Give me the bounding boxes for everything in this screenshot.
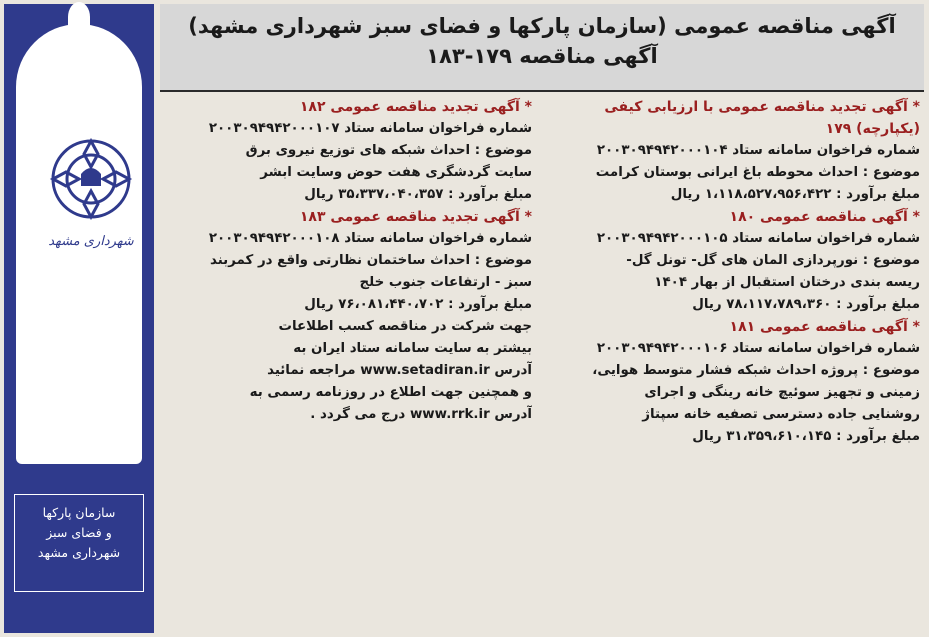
tender-181-estimate: مبلغ برآورد : ۳۱،۳۵۹،۶۱۰،۱۴۵ ریال	[692, 429, 920, 444]
tender-181-subject-cont2: روشنایی جاده دسترسی تصفیه خانه سپتاژ	[642, 407, 920, 422]
arch-frame	[16, 24, 142, 464]
tender-179-heading: * آگهی تجدید مناقصه عمومی با ارزیابی کیفی	[604, 99, 920, 115]
tender-181-heading: * آگهی مناقصه عمومی ۱۸۱	[729, 319, 920, 335]
notice-header	[160, 4, 924, 92]
plaque-line: و فضای سبز	[46, 525, 112, 540]
tender-179-estimate: مبلغ برآورد : ۱،۱۱۸،۵۲۷،۹۵۶،۴۲۲ ریال	[670, 187, 920, 202]
tender-179-call-number: شماره فراخوان سامانه ستاد ۲۰۰۳۰۹۴۹۴۲۰۰۰۱۰۴	[596, 143, 920, 158]
tender-182-subject-cont: سایت گردشگری هفت حوض وسایت ابشر	[260, 165, 532, 180]
tender-183-estimate: مبلغ برآورد : ۷۶،۰۸۱،۴۴۰،۷۰۲ ریال	[304, 297, 532, 312]
tender-182-heading: * آگهی تجدید مناقصه عمومی ۱۸۲	[299, 99, 532, 115]
tender-182-call-number: شماره فراخوان سامانه ستاد ۲۰۰۳۰۹۴۹۴۲۰۰۰۱۰۷	[208, 121, 532, 136]
footer-note-line: جهت شرکت در مناقصه کسب اطلاعات	[278, 319, 532, 334]
tender-183-subject: موضوع : احداث ساختمان نظارتی واقع در کمربند	[209, 253, 532, 268]
municipality-emblem-icon	[46, 134, 136, 224]
tender-181-call-number: شماره فراخوان سامانه ستاد ۲۰۰۳۰۹۴۹۴۲۰۰۰۱۰۶	[596, 341, 920, 356]
footer-note-line: بیشتر به سایت سامانه ستاد ایران به	[293, 341, 532, 356]
tender-182-estimate: مبلغ برآورد : ۳۵،۳۳۷،۰۴۰،۳۵۷ ریال	[304, 187, 532, 202]
tender-181-subject: موضوع : پروژه احداث شبکه فشار متوسط هوایی،	[592, 363, 920, 378]
tender-179-subject: موضوع : احداث محوطه باغ ایرانی بوستان کرامت	[595, 165, 920, 180]
tender-180-subject: موضوع : نورپردازی المان های گل- تونل گل-	[626, 253, 920, 268]
notice-subtitle: آگهی مناقصه ۱۷۹-۱۸۳	[426, 44, 658, 68]
footer-note-line: و همچنین جهت اطلاع در روزنامه رسمی به	[249, 385, 532, 400]
tender-180-heading: * آگهی مناقصه عمومی ۱۸۰	[729, 209, 920, 225]
tender-180-call-number: شماره فراخوان سامانه ستاد ۲۰۰۳۰۹۴۹۴۲۰۰۰۱۰۵	[596, 231, 920, 246]
tender-183-subject-cont: سبز - ارتفاعات جنوب خلج	[359, 275, 532, 290]
emblem-label: شهرداری مشهد	[48, 234, 134, 249]
tender-183-heading: * آگهی تجدید مناقصه عمومی ۱۸۳	[299, 209, 532, 225]
footer-note-line: آدرس www.setadiran.ir مراجعه نمائید	[267, 363, 532, 378]
plaque-line: شهرداری مشهد	[37, 545, 121, 560]
side-plaque	[14, 494, 144, 592]
middle-column	[158, 96, 532, 426]
right-column	[540, 96, 920, 448]
tender-180-subject-cont: ریسه بندی درختان استقبال از بهار ۱۴۰۴	[654, 275, 920, 290]
tender-182-subject: موضوع : احداث شبکه های توزیع نیروی برق	[245, 143, 532, 158]
side-panel	[4, 4, 154, 633]
notice-title: آگهی مناقصه عمومی (سازمان پارکها و فضای سبز شهرداری مشهد)	[188, 14, 896, 38]
tender-183-call-number: شماره فراخوان سامانه ستاد ۲۰۰۳۰۹۴۹۴۲۰۰۰۱۰۸	[208, 231, 532, 246]
footer-note-line: آدرس www.rrk.ir درج می گردد .	[310, 407, 532, 422]
tender-179-heading-cont: (یکپارچه) ۱۷۹	[825, 121, 920, 137]
tender-181-subject-cont: زمینی و تجهیز سوئیچ خانه رینگی و اجرای	[644, 385, 920, 400]
tender-180-estimate: مبلغ برآورد : ۷۸،۱۱۷،۷۸۹،۳۶۰ ریال	[692, 297, 920, 312]
plaque-line: سازمان پارکها	[42, 505, 116, 520]
